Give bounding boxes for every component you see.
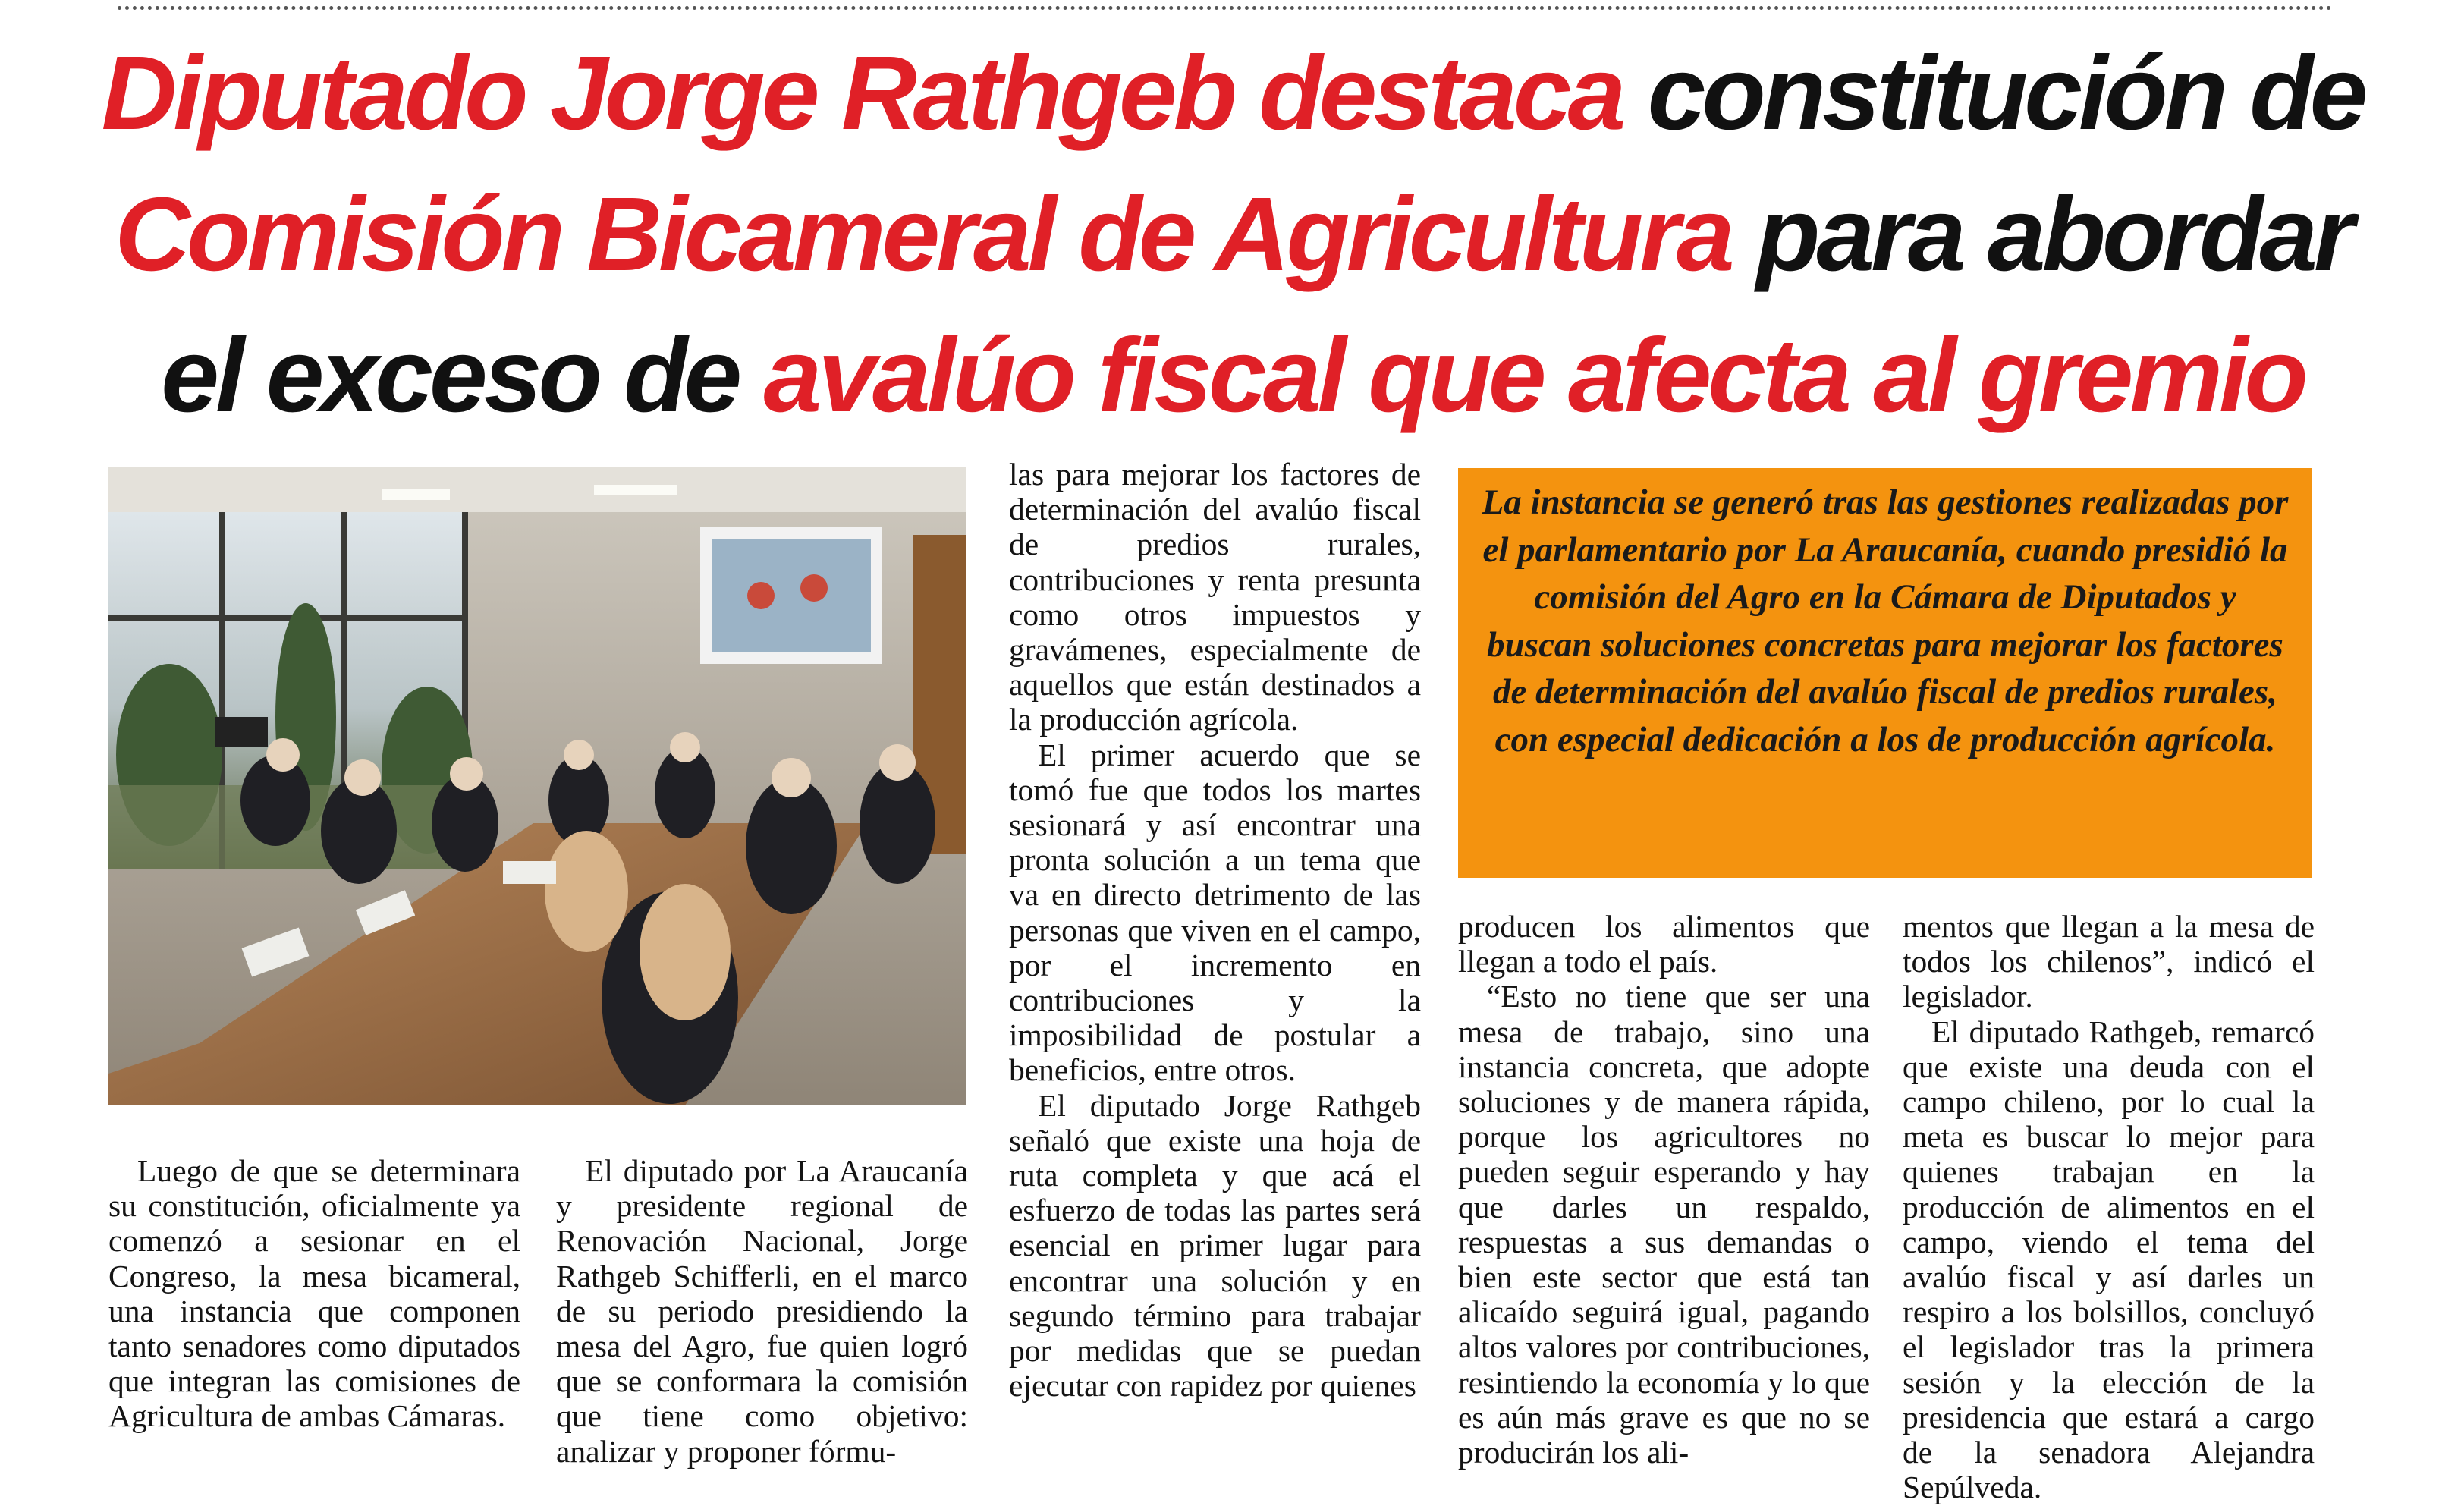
headline bbox=[83, 23, 2382, 446]
headline-red-2: Comisión Bicameral de Agricultura bbox=[115, 176, 1731, 293]
article-paragraph: El diputado Rathgeb, remarcó que existe una deuda con el campo chileno, por lo cual la meta es buscar lo mejor para quienes trabajan en la producción de alimentos en el campo, viendo el tema del avalúo fiscal y así darles un respiro a los bolsillos, concluyó el legislador tras la primera sesión y la elección de la presidencia que estará a cargo de la senadora Alejandra Sepúlveda. bbox=[1903, 1014, 2315, 1505]
article-paragraph: las para mejorar los factores de determinación del avalúo fiscal de predios rurales, contribuciones y renta presunta como otros impuestos y gravámenes, especialmente de aquellos que están destinados a la producción agrícola. bbox=[1009, 457, 1421, 737]
article-paragraph: El primer acuerdo que se tomó fue que todos los martes sesionará y así encontrar una pronta solución a un tema que va en directo detrimento de las personas que viven en el campo, por el incremento en contribuciones y la imposibilidad de postular a beneficios, entre otros. bbox=[1009, 737, 1421, 1088]
headline-red-1: Diputado Jorge Rathgeb destaca bbox=[101, 35, 1623, 152]
article-paragraph: mentos que llegan a la mesa de todos los chilenos”, indicó el legislador. bbox=[1903, 909, 2315, 1014]
article-column-5 bbox=[1903, 909, 2315, 1504]
article-paragraph: El diputado por La Araucanía y presidente regional de Renovación Nacional, Jorge Rathgeb Schifferli, en el marco de su periodo presidiendo la mesa del Agro, fue quien logró que se conformara la comisión que tiene como objetivo: analizar y proponer fórmu- bbox=[556, 1153, 968, 1469]
article-column-1 bbox=[108, 1153, 520, 1434]
top-dotted-rule bbox=[118, 6, 2333, 10]
headline-black-2: para abordar bbox=[1756, 176, 2351, 293]
article-paragraph: producen los alimentos que llegan a todo el país. bbox=[1458, 909, 1870, 979]
article-paragraph: “Esto no tiene que ser una mesa de trabajo, sino una instancia concreta, que adopte soluciones y de manera rápida, porque los agricultores no pueden seguir esperando y hay que darles un respaldo, respuestas a sus demandas o bien este sector que está tan alicaído seguirá igual, pagando altos valores por contribuciones, resintiendo la economía y lo que es aún más grave es que no se producirán los ali- bbox=[1458, 979, 1870, 1470]
article-column-4 bbox=[1458, 909, 1870, 1470]
headline-red-3: avalúo fiscal que afecta al gremio bbox=[763, 317, 2305, 434]
highlight-callout: La instancia se generó tras las gestiones realizadas por el parlamentario por La Araucanía, cuando presidió la comisión del Agro en la Cámara de Diputados y buscan soluciones concretas para mejorar los factores de determinación del avalúo fiscal de predios rurales, con especial dedicación a los de producción agrícola. bbox=[1458, 468, 2312, 878]
meeting-photo bbox=[108, 467, 966, 1105]
article-paragraph: El diputado Jorge Rathgeb señaló que existe una hoja de ruta completa y que acá el esfuerzo de todas las partes será esencial en primer lugar para encontrar una solución y en segundo término para trabajar por medidas que se puedan ejecutar con rapidez por quienes bbox=[1009, 1087, 1421, 1404]
article-paragraph: Luego de que se determinara su constitución, oficialmente ya comenzó a sesionar en el Congreso, la mesa bicameral, una instancia que componen tanto senadores como diputados que integran las comisiones de Agricultura de ambas Cámaras. bbox=[108, 1153, 520, 1434]
article-column-2 bbox=[556, 1153, 968, 1469]
article-column-3 bbox=[1009, 457, 1421, 1403]
headline-black-1: constitución de bbox=[1647, 35, 2365, 152]
headline-black-3: el exceso de bbox=[161, 317, 739, 434]
